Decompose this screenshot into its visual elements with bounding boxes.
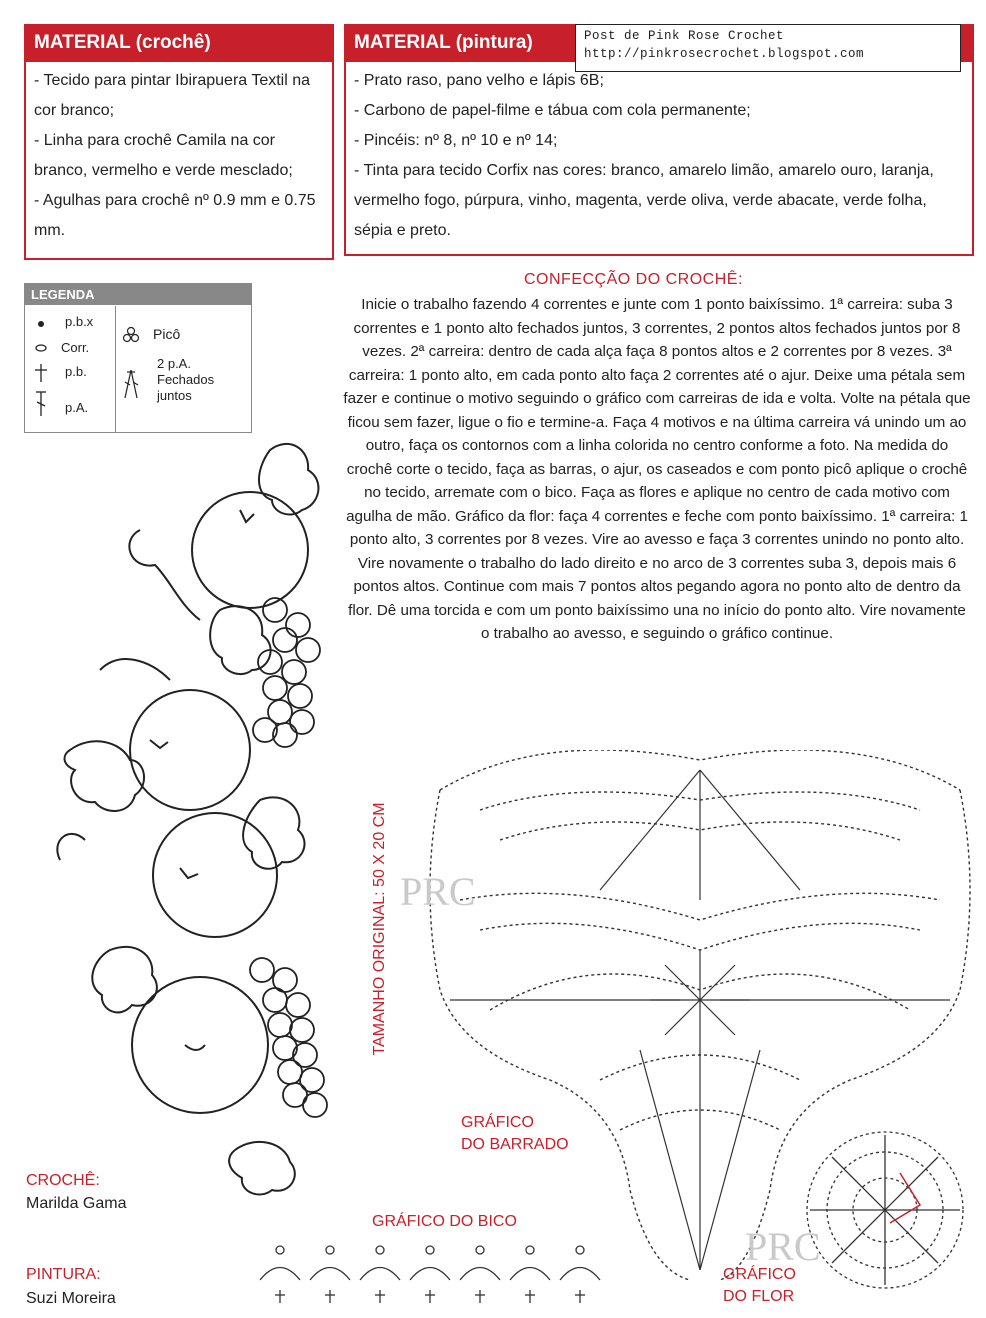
- list-item: - Tinta para tecido Corfix nas cores: branco, amarelo limão, amarelo ouro, laranja, vermelho fogo, púrpura, vinho, magenta, verde oliva, verde abacate, verde folha, sépia e preto.: [354, 162, 934, 239]
- cross-icon: [35, 364, 47, 382]
- legend-box: [24, 283, 252, 433]
- credit-pintura-label: PINTURA:: [26, 1266, 101, 1283]
- leaf: [65, 741, 145, 811]
- material-croche-header: [26, 26, 332, 62]
- leaf: [210, 606, 270, 674]
- dot-icon: [38, 321, 44, 327]
- confeccao-title: CONFECÇÃO DO CROCHÊ:: [524, 271, 743, 288]
- legend-label: Picô: [153, 326, 181, 342]
- material-pintura-subtitle: (pintura): [455, 32, 533, 53]
- credit-pintura-name: Suzi Moreira: [26, 1290, 116, 1307]
- double-crochet-icon: [36, 392, 46, 416]
- apple: [132, 977, 268, 1113]
- legend-label: p.b.: [65, 364, 87, 379]
- legend-label: p.b.x: [65, 314, 94, 329]
- material-pintura-title: MATERIAL: [354, 32, 451, 53]
- post-credit: [575, 24, 961, 72]
- picot-icon: [124, 328, 139, 342]
- apple: [153, 813, 277, 937]
- post-credit-line1: Post de Pink Rose Crochet: [584, 29, 785, 43]
- material-croche-subtitle: (crochê): [135, 32, 211, 53]
- leaf: [229, 1142, 295, 1195]
- bico-chart-drawing: [250, 1235, 650, 1305]
- legend-title: LEGENDA: [25, 284, 251, 305]
- caption-barrado-line2: DO BARRADO: [461, 1136, 569, 1153]
- caption-bico: GRÁFICO DO BICO: [372, 1213, 517, 1230]
- list-item: - Tecido para pintar Ibirapuera Textil na cor branco;: [34, 72, 311, 119]
- list-item: - Pincéis: nº 8, nº 10 e nº 14;: [354, 132, 558, 149]
- confeccao-text: Inicie o trabalho fazendo 4 correntes e junte com 1 ponto baixíssimo. 1ª carreira: suba 3 correntes e 1 ponto alto fechados juntos, 3 correntes, 2 pontos altos fechados juntos por 8 vezes. 2ª carreira: dentro de cada alça faça 8 pontos altos e 2 correntes por 8 vezes. 3ª carreira: 1 ponto alto, em cada ponto alto faça 2 correntes até o ajur. Deixe uma pétala sem fazer e continue o motivo seguindo o gráfico com carreiras de ida e volta. Volte na pétala que ficou sem fazer, ligue o fio e termine-a. Faça 4 motivos e na última carreira vá unindo um ao outro, faça os contornos com a linha colorida no centro conforme a foto. Na medida do crochê corte o tecido, faça as barras, o ajur, os caseados e com ponto picô aplique o crochê no tecido, arremate com o bico. Faça as flores e aplique no centro de cada motivo com agulha de mão. Gráfico da flor: faça 4 correntes e feche com ponto baixíssimo. 1ª carreira: 1 ponto alto, 3 correntes por 8 vezes. Vire ao avesso e faça 3 correntes unindo no ponto alto. Vire novamente o trabalho do lado direito e no arco de 3 correntes suba 3, depois mais 6 pontos altos. Continue com mais 7 pontos altos pegando agora no ponto alto de dentro da flor. Dê uma torcida e com um ponto baixíssimo una no início do ponto alto. Vire novamente o trabalho ao avesso, e seguindo o gráfico continue.: [343, 296, 971, 642]
- tamanho-original-label: TAMANHO ORIGINAL: 50 X 20 CM: [371, 802, 388, 1056]
- caption-flor: [723, 1264, 796, 1308]
- caption-flor-line1: GRÁFICO: [723, 1266, 796, 1283]
- material-pintura-list: [346, 62, 972, 246]
- list-item: - Agulhas para crochê nº 0.9 mm e 0.75 mm.: [34, 192, 316, 239]
- list-item: - Carbono de papel-filme e tábua com cola permanente;: [354, 102, 751, 119]
- apple: [192, 492, 308, 608]
- legend-label: 2 p.A. Fechados juntos: [157, 356, 215, 403]
- leaf: [259, 444, 318, 515]
- caption-barrado: [461, 1112, 569, 1156]
- material-croche-box: [24, 24, 334, 260]
- grape-cluster: [250, 598, 327, 1117]
- legend-label: Corr.: [61, 340, 90, 355]
- post-credit-url[interactable]: http://pinkrosecrochet.blogspot.com: [584, 47, 865, 61]
- oval-icon: [36, 345, 46, 351]
- list-item: - Linha para crochê Camila na cor branco, vermelho e verde mesclado;: [34, 132, 293, 179]
- list-item: - Prato raso, pano velho e lápis 6B;: [354, 72, 604, 89]
- material-croche-list: [26, 62, 332, 246]
- cluster-icon: [125, 370, 138, 398]
- material-croche-title: MATERIAL: [34, 32, 131, 53]
- watermark: PRC: [400, 869, 476, 914]
- credit-croche-label: CROCHÊ:: [26, 1172, 100, 1189]
- flor-chart-drawing: [800, 1125, 970, 1295]
- apple: [130, 690, 250, 810]
- watermark: PRC: [745, 1224, 821, 1269]
- legend-label: p.A.: [65, 400, 89, 415]
- fruit-painting-drawing: [40, 430, 340, 1200]
- caption-barrado-line1: GRÁFICO: [461, 1114, 534, 1131]
- credit-croche-name: Marilda Gama: [26, 1195, 127, 1212]
- caption-flor-line2: DO FLOR: [723, 1288, 795, 1305]
